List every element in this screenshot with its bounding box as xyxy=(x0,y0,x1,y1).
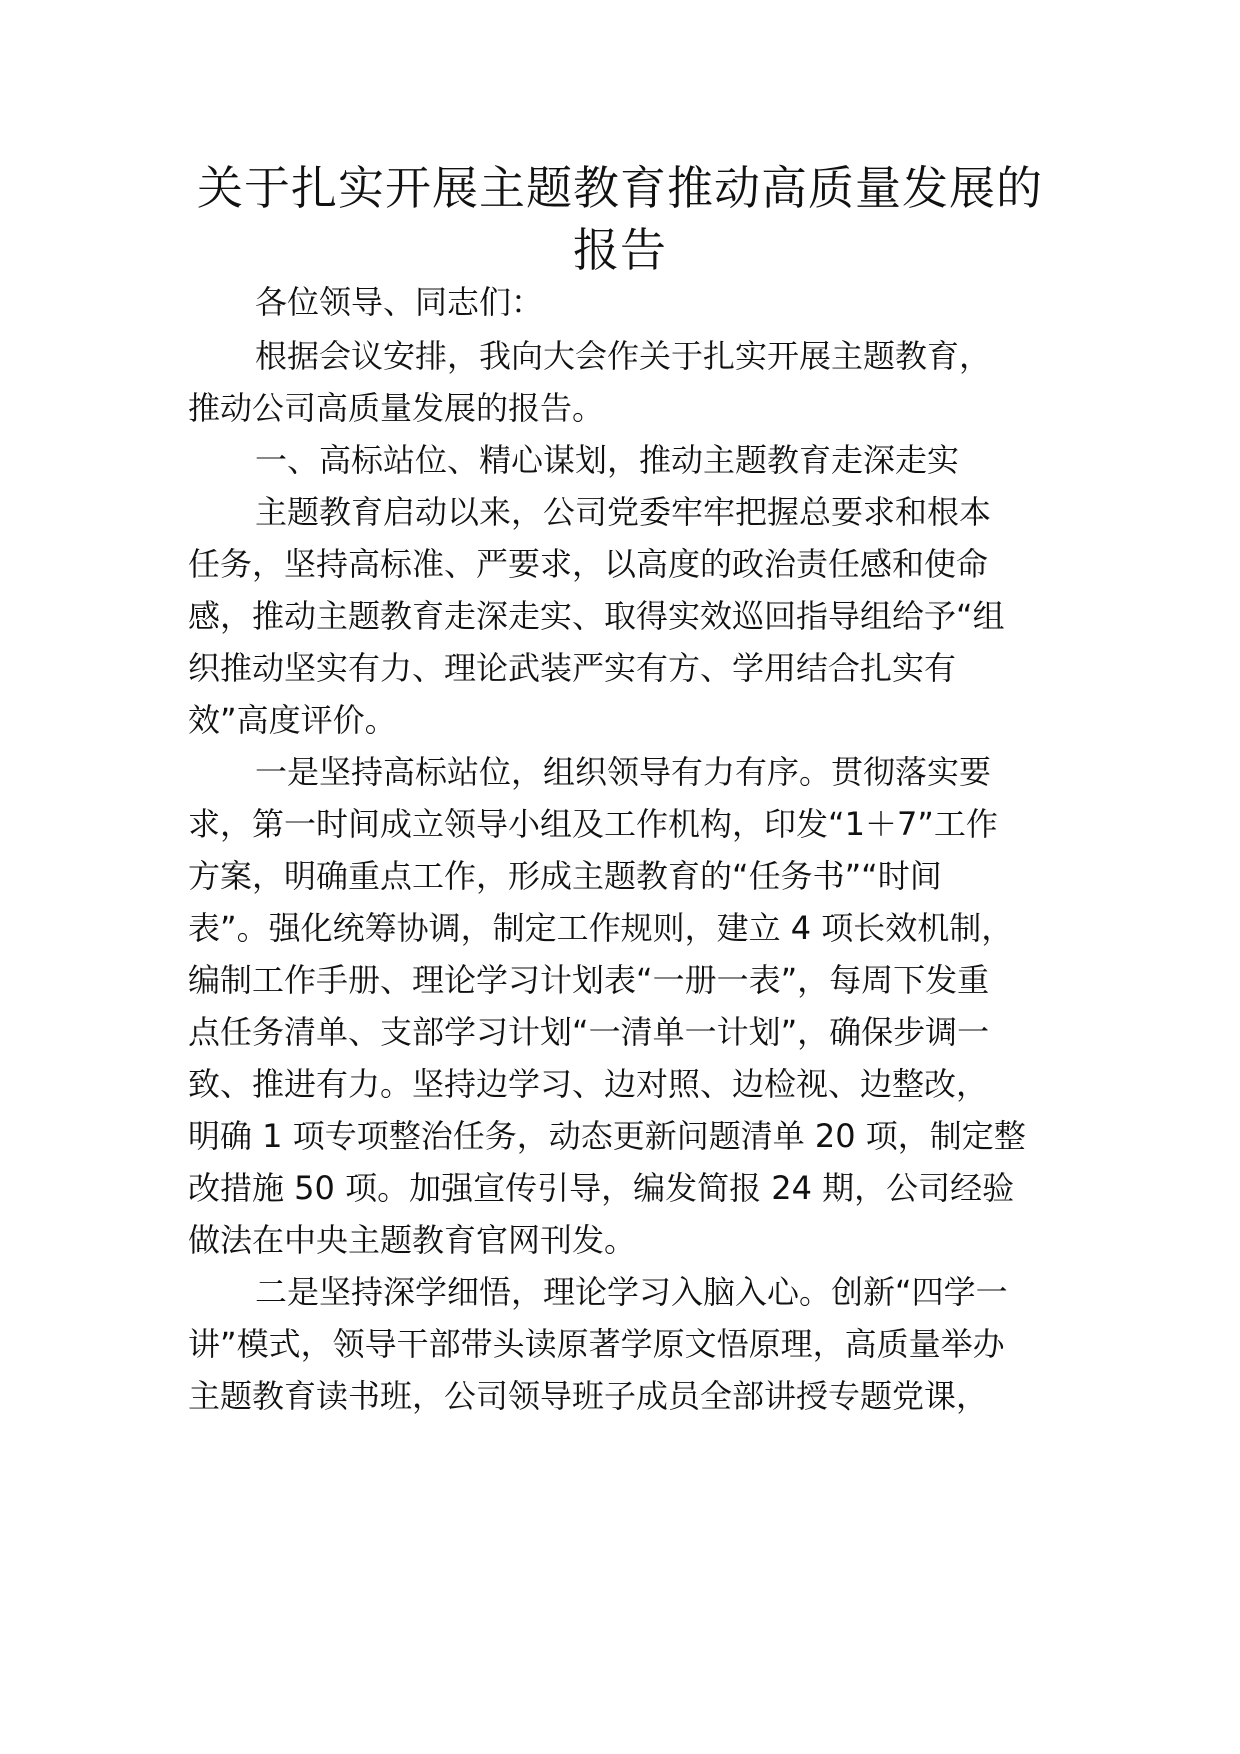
body-line: 点任务清单、支部学习计划“一清单一计划”，确保步调一 xyxy=(188,1013,990,1051)
body-line: 做法在中央主题教育官网刊发。 xyxy=(188,1221,637,1259)
body-line: 表”。强化统筹协调，制定工作规则，建立 4 项长效机制， xyxy=(188,909,1014,947)
body-line: 任务，坚持高标准、严要求，以高度的政治责任感和使命 xyxy=(188,545,989,583)
body-line: 编制工作手册、理论学习计划表“一册一表”，每周下发重 xyxy=(188,961,990,999)
body-line: 改措施 50 项。加强宣传引导，编发简报 24 期，公司经验 xyxy=(188,1169,1015,1207)
body-line: 感，推动主题教育走深走实、取得实效巡回指导组给予“组 xyxy=(188,597,1005,635)
body-line: 二是坚持深学细悟，理论学习入脑入心。创新“四学一 xyxy=(255,1273,1008,1311)
section-heading-line: 一、高标站位、精心谋划，推动主题教育走深走实 xyxy=(255,441,960,479)
body-line: 推动公司高质量发展的报告。 xyxy=(188,389,605,427)
document-title-line-2: 报告 xyxy=(573,223,667,277)
body-line: 主题教育读书班，公司领导班子成员全部讲授专题党课， xyxy=(188,1377,989,1415)
body-line: 一是坚持高标站位，组织领导有力有序。贯彻落实要 xyxy=(255,753,992,791)
document-title-line-1: 关于扎实开展主题教育推动高质量发展的 xyxy=(197,161,1043,215)
body-line: 讲”模式，领导干部带头读原著学原文悟原理，高质量举办 xyxy=(188,1325,1005,1363)
body-line: 主题教育启动以来，公司党委牢牢把握总要求和根本 xyxy=(255,493,992,531)
body-line: 根据会议安排，我向大会作关于扎实开展主题教育， xyxy=(255,337,992,375)
body-line: 求，第一时间成立领导小组及工作机构，印发“1＋7”工作 xyxy=(188,805,998,843)
body-line: 织推动坚实有力、理论武装严实有方、学用结合扎实有 xyxy=(188,649,957,687)
body-line: 明确 1 项专项整治任务，动态更新问题清单 20 项，制定整 xyxy=(188,1117,1026,1155)
body-line: 致、推进有力。坚持边学习、边对照、边检视、边整改， xyxy=(188,1065,989,1103)
body-line: 效”高度评价。 xyxy=(188,701,397,739)
body-line: 方案，明确重点工作，形成主题教育的“任务书”“时间 xyxy=(188,857,942,895)
salutation-line: 各位领导、同志们： xyxy=(255,283,544,321)
